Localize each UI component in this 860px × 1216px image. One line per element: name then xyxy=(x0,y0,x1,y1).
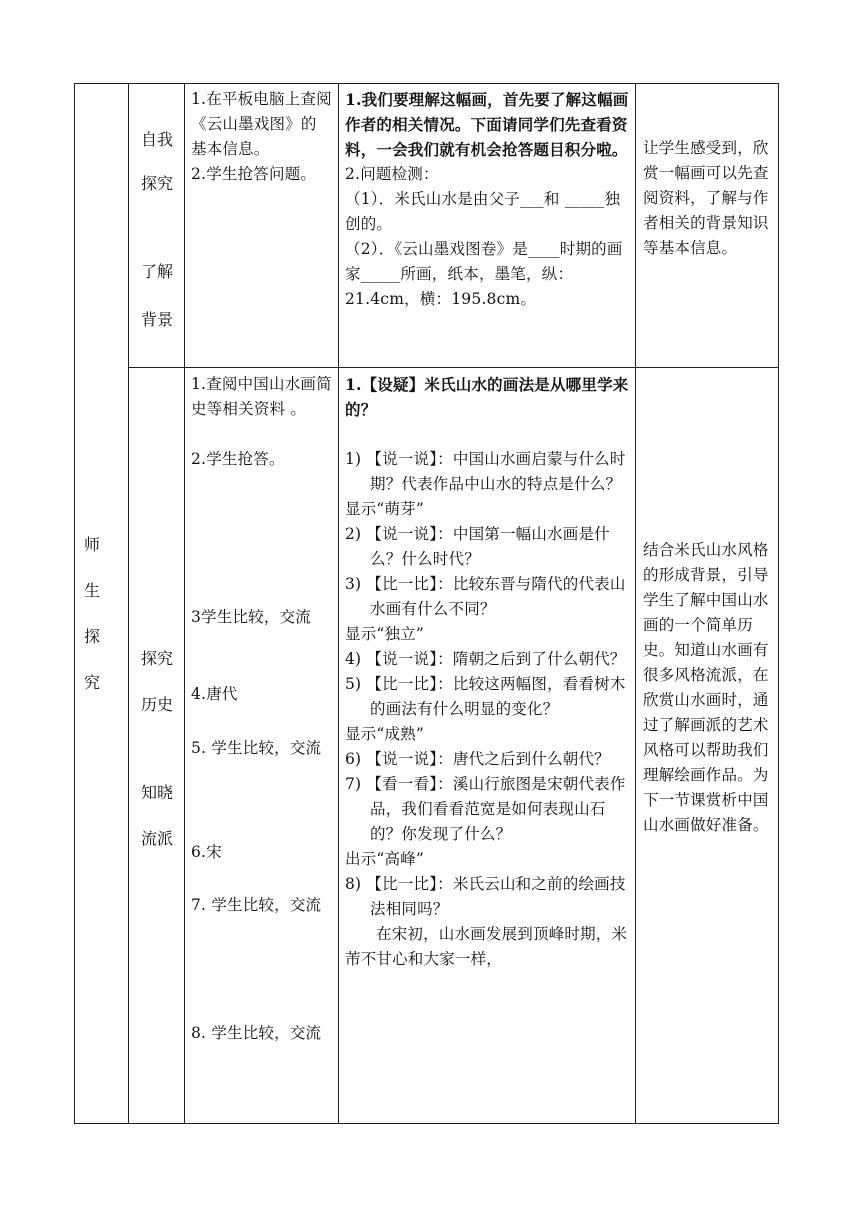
row2-student-item: 5. 学生比较，交流 xyxy=(191,739,322,757)
row1-design-intent: 让学生感受到，欣赏一幅画可以先查阅资料，了解与作者相关的背景知识等基本信息。 xyxy=(643,139,769,257)
row1-teacher-activity: 1.我们要理解这幅画，首先要了解这幅画作者的相关情况。下面请同学们先查看资料，一会我们就有机会抢答题目积分啦。 2.问题检测： （1）．米氏山水是由父子___和 _____独创的。 （2）．《云山墨戏图卷》是____时期的画家_____所画，纸本，墨笔，纵：21.4cm，横：195.8cm。 xyxy=(345,90,629,308)
row2-category-b: 知晓 流派 xyxy=(140,783,173,848)
grid-line xyxy=(338,83,339,1124)
row2-category-a: 探究 历史 xyxy=(140,649,173,714)
grid-line xyxy=(635,83,636,1124)
row2-student-item: 1.查阅中国山水画简史等相关资料 。 xyxy=(191,375,332,418)
row2-teacher-activity: 1.【设疑】米氏山水的画法是从哪里学来的？ 1) 【说一说】：中国山水画启蒙与什么时期？代表作品中山水的特点是什么？ 显示“萌芽” 2) 【说一说】：中国第一幅山水画是什么？什么时代？ 3) 【比一比】：比较东晋与隋代的代表山水画有什么不同？ 显示“独立” 4) 【说一说】：隋朝之后到了什么朝代？ 5) 【比一比】：比较这两幅图，看看树木的画法有什么明显的变化？ 显示“成熟” 6) 【说一说】：唐代之后到什么朝代？ 7) 【看一看】：溪山行旅图是宋朝代表作品，我们看看范宽是如何表现山石的？你发现了什么？ 出示“高峰” 8) 【比一比】：米氏云山和之前的绘画技法相同吗？ 在宋初，山水画发展到顶峰时期，米芾不甘心和大家一样， xyxy=(345,375,629,968)
row2-student-item: 4.唐代 xyxy=(191,685,238,703)
grid-line xyxy=(128,367,779,368)
grid-line xyxy=(184,83,185,1124)
row2-design-intent: 结合米氏山水风格的形成背景，引导学生了解中国山水画的一个简单历史。知道山水画有很多风格流派，在欣赏山水画时，通过了解画派的艺术风格可以帮助我们理解绘画作品。为下一节课赏析中国山水画做好准备。 xyxy=(643,541,769,834)
row2-student-item: 6.宋 xyxy=(191,843,222,861)
row2-student-item: 3学生比较，交流 xyxy=(191,608,311,626)
row2-student-item: 2.学生抢答。 xyxy=(191,450,285,468)
row2-student-item: 8. 学生比较，交流 xyxy=(191,1024,322,1042)
row2-student-item: 7. 学生比较，交流 xyxy=(191,896,322,914)
row1-student-activity: 1.在平板电脑上查阅《云山墨戏图》的基本信息。 2.学生抢答问题。 xyxy=(191,90,332,183)
section-label: 师生探究 xyxy=(83,535,100,692)
grid-line xyxy=(128,83,129,1124)
row1-category-a: 自我 探究 xyxy=(140,130,173,193)
row1-category-b: 了解 背景 xyxy=(140,262,173,329)
